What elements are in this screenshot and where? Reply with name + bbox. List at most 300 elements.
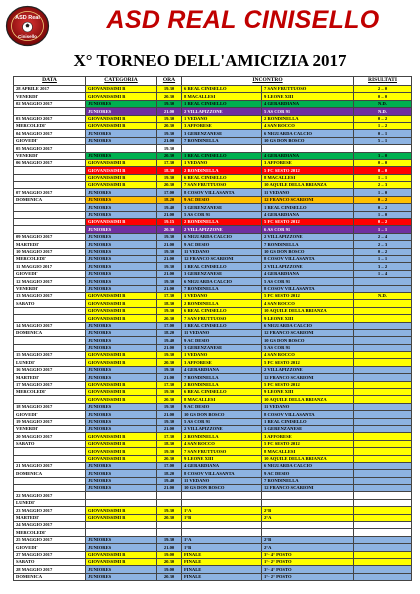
cell-home-team: 1 VEDANO	[182, 352, 262, 359]
cell-ora: 18.30	[157, 440, 182, 447]
cell-home-team: 1 REAL CINISELLO	[182, 263, 262, 270]
cell-home-team: 8 MACALLESI	[182, 93, 262, 100]
col-header-categoria: CATEGORIA	[86, 77, 157, 86]
cell-ora	[157, 522, 182, 529]
col-header-risultati: RISULTATI	[354, 77, 412, 86]
table-row	[14, 344, 412, 351]
cell-categoria	[86, 492, 157, 499]
cell-home-team: 2 RONDINELLA	[182, 219, 262, 226]
cell-date: 03 MAGGIO 2017	[14, 115, 86, 122]
cell-away-team: 8 MACALLESI	[262, 448, 354, 455]
cell-home-team	[182, 499, 262, 506]
cell-away-team: 3 AFFORESE	[262, 433, 354, 440]
cell-categoria: GIOVANISSIMI B	[86, 455, 157, 462]
cell-away-team: 5 FC SESTO 2012	[262, 292, 354, 299]
cell-home-team: 6 REAL CINISELLO	[182, 174, 262, 181]
cell-ora: 21.00	[157, 344, 182, 351]
cell-home-team: 9 AC DESIO	[182, 241, 262, 248]
cell-risultato: 1 – 1	[354, 226, 412, 233]
cell-date: 13 MAGGIO 2017	[14, 292, 86, 299]
cell-risultato	[354, 470, 412, 477]
cell-date: MERCOLEDI'	[14, 529, 86, 536]
cell-date	[14, 485, 86, 492]
cell-home-team: 4 GERARDIANA	[182, 462, 262, 469]
cell-date: 04 MAGGIO 2017	[14, 130, 86, 137]
cell-risultato	[354, 477, 412, 484]
cell-ora: 20.30	[157, 182, 182, 189]
cell-categoria: GIOVANISSIMI B	[86, 182, 157, 189]
cell-date: 08 MAGGIO 2017	[14, 219, 86, 226]
cell-categoria: JUNIORES	[86, 322, 157, 329]
cell-date: GIOVEDI'	[14, 411, 86, 418]
cell-home-team: 2 RONDINELLA	[182, 167, 262, 174]
cell-home-team: 9 AC DESIO	[182, 196, 262, 203]
cell-ora: 19.30	[157, 174, 182, 181]
table-row	[14, 418, 412, 425]
cell-ora: 17.30	[157, 292, 182, 299]
table-row	[14, 159, 412, 166]
cell-home-team	[182, 492, 262, 499]
table-row	[14, 204, 412, 211]
cell-away-team: 3°- 4° POSTO	[262, 551, 354, 558]
cell-date: 09 MAGGIO 2017	[14, 233, 86, 240]
cell-categoria: JUNIORES	[86, 204, 157, 211]
cell-risultato	[354, 145, 412, 152]
cell-ora: 19.30	[157, 448, 182, 455]
cell-ora: 20.30	[157, 152, 182, 159]
cell-away-team: 2°A	[262, 514, 354, 521]
cell-ora: 19.30	[157, 418, 182, 425]
table-row	[14, 396, 412, 403]
cell-risultato	[354, 344, 412, 351]
cell-ora: 19.30	[157, 130, 182, 137]
cell-home-team: 7 SAN FRUTTUOSO	[182, 448, 262, 455]
cell-ora: 17.30	[157, 433, 182, 440]
cell-ora: 17.00	[157, 462, 182, 469]
cell-ora	[157, 529, 182, 536]
cell-home-team: 9 AC DESIO	[182, 403, 262, 410]
cell-ora: 20.30	[157, 359, 182, 366]
cell-home-team: 6 NIGUARDA CALCIO	[182, 233, 262, 240]
cell-home-team: 2 VILLAPIZZONE	[182, 425, 262, 432]
cell-home-team: 7 RONDINELLA	[182, 374, 262, 381]
cell-risultato: 2 – 4	[354, 233, 412, 240]
table-row	[14, 507, 412, 514]
cell-away-team: 6 NIGUARDA CALCIO	[262, 322, 354, 329]
cell-ora: 19.30	[157, 366, 182, 373]
cell-risultato	[354, 499, 412, 506]
cell-date: VENERDI'	[14, 425, 86, 432]
cell-away-team: 5 AS COR 91	[262, 278, 354, 285]
table-row	[14, 196, 412, 203]
cell-categoria: JUNIORES	[86, 329, 157, 336]
cell-ora: 19.30	[157, 278, 182, 285]
cell-home-team: FINALE	[182, 551, 262, 558]
cell-ora: 21.00	[157, 270, 182, 277]
cell-ora: 20.30	[157, 226, 182, 233]
cell-date	[14, 396, 86, 403]
cell-categoria: GIOVANISSIMI B	[86, 352, 157, 359]
cell-categoria: JUNIORES	[86, 536, 157, 543]
cell-away-team: 12 FRANCO SCARIONI	[262, 485, 354, 492]
cell-risultato	[354, 329, 412, 336]
cell-ora	[157, 492, 182, 499]
cell-risultato	[354, 573, 412, 580]
club-name: ASD REAL CINISELLO	[106, 6, 380, 34]
cell-home-team: 1°A	[182, 536, 262, 543]
cell-risultato	[354, 352, 412, 359]
cell-risultato: 0 – 2	[354, 204, 412, 211]
cell-risultato	[354, 440, 412, 447]
table-row	[14, 522, 412, 529]
cell-categoria: JUNIORES	[86, 462, 157, 469]
cell-away-team	[262, 522, 354, 529]
table-row	[14, 182, 412, 189]
cell-risultato: 2 – 0	[354, 86, 412, 93]
cell-date: 20 MAGGIO 2017	[14, 433, 86, 440]
cell-away-team: 10 GS DON BOSCO	[262, 337, 354, 344]
cell-risultato	[354, 433, 412, 440]
cell-home-team: 11 VEDANO	[182, 477, 262, 484]
cell-date: 18 MAGGIO 2017	[14, 403, 86, 410]
cell-risultato	[354, 485, 412, 492]
cell-risultato	[354, 559, 412, 566]
table-row	[14, 108, 412, 115]
cell-away-team: 2 VILLAPIZZONE	[262, 366, 354, 373]
col-header-data: DATA	[14, 77, 86, 86]
cell-date: 17 MAGGIO 2017	[14, 381, 86, 388]
cell-date: GIOVEDI'	[14, 137, 86, 144]
cell-date: 23 MAGGIO 2017	[14, 507, 86, 514]
cell-date: MERCOLEDI'	[14, 389, 86, 396]
cell-ora: 20.30	[157, 122, 182, 129]
cell-away-team: 12 FRANCO SCARIONI	[262, 329, 354, 336]
cell-home-team: 9 AC DESIO	[182, 337, 262, 344]
cell-away-team: 10 AQUILE DELLA BRIANZA	[262, 455, 354, 462]
cell-date: GIOVEDI'	[14, 544, 86, 551]
cell-ora: 19.30	[157, 248, 182, 255]
cell-risultato: N.D.	[354, 292, 412, 299]
cell-risultato	[354, 366, 412, 373]
cell-ora: 19.30	[157, 233, 182, 240]
cell-ora: 20.30	[157, 455, 182, 462]
cell-date	[14, 307, 86, 314]
cell-risultato	[354, 285, 412, 292]
table-row	[14, 514, 412, 521]
cell-ora: 21.00	[157, 255, 182, 262]
cell-away-team: 4 GERARDIANA	[262, 152, 354, 159]
cell-date: 28 MAGGIO 2017	[14, 566, 86, 573]
cell-categoria	[86, 499, 157, 506]
table-row	[14, 189, 412, 196]
cell-ora: 21.00	[157, 108, 182, 115]
cell-ora: 19.30	[157, 100, 182, 107]
table-row	[14, 551, 412, 558]
cell-ora: 21.00	[157, 485, 182, 492]
cell-away-team: 2 RONDINELLA	[262, 115, 354, 122]
cell-categoria: JUNIORES	[86, 374, 157, 381]
cell-date: SABATO	[14, 559, 86, 566]
cell-away-team: 2°B	[262, 507, 354, 514]
cell-date: MARTEDI'	[14, 108, 86, 115]
cell-date: 28 APRILE 2017	[14, 86, 86, 93]
cell-home-team: 3 AFFORESE	[182, 122, 262, 129]
cell-risultato	[354, 529, 412, 536]
cell-risultato	[354, 448, 412, 455]
cell-away-team: 9 LEONE XIII	[262, 389, 354, 396]
cell-away-team: 12 FRANCO SCARIONI	[262, 196, 354, 203]
table-row	[14, 307, 412, 314]
cell-date: 19 MAGGIO 2017	[14, 418, 86, 425]
cell-categoria: GIOVANISSIMI B	[86, 359, 157, 366]
table-row	[14, 167, 412, 174]
cell-date	[14, 448, 86, 455]
cell-home-team: 10 GS DON BOSCO	[182, 485, 262, 492]
table-row	[14, 174, 412, 181]
cell-home-team: 1 REAL CINISELLO	[182, 100, 262, 107]
cell-risultato	[354, 411, 412, 418]
cell-risultato: 1 – 2	[354, 122, 412, 129]
cell-categoria: JUNIORES	[86, 255, 157, 262]
cell-date: 27 MAGGIO 2017	[14, 551, 86, 558]
cell-away-team: 7 RONDINELLA	[262, 241, 354, 248]
cell-risultato	[354, 374, 412, 381]
cell-ora: 19.30	[157, 352, 182, 359]
table-row	[14, 485, 412, 492]
cell-date	[14, 455, 86, 462]
cell-away-team: 3°- 4° POSTO	[262, 566, 354, 573]
cell-away-team: 9 LEONE XIII	[262, 93, 354, 100]
table-row	[14, 470, 412, 477]
cell-risultato	[354, 536, 412, 543]
cell-categoria: GIOVANISSIMI B	[86, 507, 157, 514]
cell-categoria: JUNIORES	[86, 226, 157, 233]
col-header-ora: ORA	[157, 77, 182, 86]
cell-ora: 19.30	[157, 536, 182, 543]
cell-categoria: JUNIORES	[86, 485, 157, 492]
cell-date: 25 MAGGIO 2017	[14, 536, 86, 543]
cell-risultato	[354, 396, 412, 403]
cell-ora: 19.30	[157, 263, 182, 270]
cell-risultato	[354, 462, 412, 469]
cell-away-team: 5 FC SESTO 2012	[262, 359, 354, 366]
cell-away-team: 4 GERARDIANA	[262, 100, 354, 107]
table-row	[14, 300, 412, 307]
cell-categoria	[86, 145, 157, 152]
table-row	[14, 389, 412, 396]
table-row	[14, 315, 412, 322]
cell-away-team: 2°A	[262, 544, 354, 551]
cell-categoria: GIOVANISSIMI B	[86, 86, 157, 93]
cell-away-team: 8 COSOV VILLASANTA	[262, 411, 354, 418]
table-row	[14, 137, 412, 144]
cell-categoria: JUNIORES	[86, 189, 157, 196]
cell-home-team: 7 RONDINELLA	[182, 137, 262, 144]
cell-categoria: JUNIORES	[86, 418, 157, 425]
cell-home-team: 2 RONDINELLA	[182, 433, 262, 440]
cell-ora: 20.30	[157, 559, 182, 566]
table-row	[14, 219, 412, 226]
cell-home-team: 1 VEDANO	[182, 115, 262, 122]
cell-home-team: 1°A	[182, 507, 262, 514]
cell-categoria	[86, 529, 157, 536]
cell-categoria: JUNIORES	[86, 130, 157, 137]
cell-away-team: 1°- 2° POSTO	[262, 573, 354, 580]
cell-away-team	[262, 499, 354, 506]
cell-date: 12 MAGGIO 2017	[14, 278, 86, 285]
cell-risultato: 1 – 0	[354, 211, 412, 218]
cell-risultato: 0 – 2	[354, 115, 412, 122]
cell-away-team: 5 AS COR 91	[262, 344, 354, 351]
cell-categoria: GIOVANISSIMI B	[86, 315, 157, 322]
cell-categoria: GIOVANISSIMI B	[86, 174, 157, 181]
cell-home-team: 1 REAL CINISELLO	[182, 322, 262, 329]
cell-ora: 17.00	[157, 322, 182, 329]
cell-date: DOMENICA	[14, 329, 86, 336]
cell-date: 21 MAGGIO 2017	[14, 462, 86, 469]
cell-risultato	[354, 551, 412, 558]
cell-home-team: 6 NIGUARDA CALCIO	[182, 278, 262, 285]
schedule-rows	[14, 86, 412, 581]
cell-away-team	[262, 145, 354, 152]
table-row	[14, 566, 412, 573]
cell-date: 07 MAGGIO 2017	[14, 189, 86, 196]
cell-home-team: 12 FRANCO SCARIONI	[182, 255, 262, 262]
cell-date: LUNEDI'	[14, 359, 86, 366]
table-row	[14, 433, 412, 440]
cell-away-team: 1 REAL CINISELLO	[262, 204, 354, 211]
cell-home-team: 3 AFFORESE	[182, 359, 262, 366]
cell-date: DOMENICA	[14, 196, 86, 203]
cell-home-team: 1°B	[182, 514, 262, 521]
cell-home-team: 11 VEDANO	[182, 248, 262, 255]
cell-home-team	[182, 145, 262, 152]
cell-ora: 20.30	[157, 514, 182, 521]
cell-ora: 20.30	[157, 93, 182, 100]
cell-categoria: GIOVANISSIMI B	[86, 381, 157, 388]
cell-risultato: 0 – 2	[354, 219, 412, 226]
cell-date: SABATO	[14, 440, 86, 447]
cell-date	[14, 315, 86, 322]
cell-risultato	[354, 359, 412, 366]
cell-risultato: 1 – 4	[354, 270, 412, 277]
cell-home-team: 3 GERENZANESE	[182, 270, 262, 277]
cell-ora: 21.00	[157, 411, 182, 418]
cell-ora: 19.40	[157, 337, 182, 344]
tournament-title: X° TORNEO DELL'AMICIZIA 2017	[73, 51, 347, 70]
cell-categoria: GIOVANISSIMI B	[86, 159, 157, 166]
cell-ora: 19.00	[157, 551, 182, 558]
cell-ora: 18.30	[157, 300, 182, 307]
table-row	[14, 425, 412, 432]
cell-away-team: 5 FC SESTO 2012	[262, 219, 354, 226]
logo-text-bottom: Cinisello	[18, 34, 37, 39]
cell-risultato	[354, 381, 412, 388]
table-row	[14, 292, 412, 299]
cell-away-team: 9 AC DESIO	[262, 470, 354, 477]
cell-ora: 20.30	[157, 315, 182, 322]
cell-ora: 17.30	[157, 159, 182, 166]
cell-home-team: 5 AS COR 91	[182, 418, 262, 425]
cell-ora: 21.00	[157, 211, 182, 218]
cell-categoria: GIOVANISSIMI B	[86, 292, 157, 299]
cell-date: LUNEDI'	[14, 226, 86, 233]
cell-home-team: 7 RONDINELLA	[182, 285, 262, 292]
cell-away-team: 11 VEDANO	[262, 189, 354, 196]
table-row	[14, 226, 412, 233]
table-row	[14, 130, 412, 137]
cell-categoria: JUNIORES	[86, 544, 157, 551]
cell-categoria: JUNIORES	[86, 403, 157, 410]
table-row	[14, 559, 412, 566]
cell-date	[14, 337, 86, 344]
cell-categoria: JUNIORES	[86, 241, 157, 248]
cell-categoria: GIOVANISSIMI B	[86, 219, 157, 226]
table-row	[14, 211, 412, 218]
cell-categoria: GIOVANISSIMI B	[86, 122, 157, 129]
cell-categoria: GIOVANISSIMI B	[86, 551, 157, 558]
table-row	[14, 100, 412, 107]
cell-away-team: 1 REAL CINISELLO	[262, 418, 354, 425]
table-row	[14, 529, 412, 536]
cell-away-team: 6 AS COR 91	[262, 226, 354, 233]
cell-ora: 19.15	[157, 219, 182, 226]
table-row	[14, 285, 412, 292]
table-row	[14, 322, 412, 329]
cell-risultato	[354, 337, 412, 344]
table-row	[14, 241, 412, 248]
cell-risultato	[354, 425, 412, 432]
cell-ora: 21.00	[157, 241, 182, 248]
cell-home-team: 10 GS DON BOSCO	[182, 411, 262, 418]
cell-away-team: 4 GERARDIANA	[262, 211, 354, 218]
cell-home-team: 9 LEONE XIII	[182, 455, 262, 462]
cell-date	[14, 211, 86, 218]
cell-date	[14, 182, 86, 189]
cell-home-team: 1 VEDANO	[182, 292, 262, 299]
cell-categoria: JUNIORES	[86, 566, 157, 573]
cell-home-team: 2 RONDINELLA	[182, 381, 262, 388]
cell-date: 05 MAGGIO 2017	[14, 145, 86, 152]
cell-categoria: GIOVANISSIMI B	[86, 440, 157, 447]
cell-risultato	[354, 300, 412, 307]
cell-categoria: JUNIORES	[86, 270, 157, 277]
cell-home-team: 3 GERENZANESE	[182, 344, 262, 351]
cell-away-team: 5 FC SESTO 2012	[262, 381, 354, 388]
cell-away-team: 5 AS COR 91	[262, 108, 354, 115]
cell-date: MERCOLEDI'	[14, 255, 86, 262]
cell-date: 24 MAGGIO 2017	[14, 522, 86, 529]
cell-risultato: 0 – 1	[354, 130, 412, 137]
table-row	[14, 499, 412, 506]
table-row	[14, 411, 412, 418]
cell-away-team: 11 VEDANO	[262, 403, 354, 410]
table-row	[14, 329, 412, 336]
table-row	[14, 86, 412, 93]
cell-away-team: 7 RONDINELLA	[262, 477, 354, 484]
cell-risultato	[354, 492, 412, 499]
table-row	[14, 573, 412, 580]
cell-home-team: 1 REAL CINISELLO	[182, 152, 262, 159]
cell-categoria: JUNIORES	[86, 344, 157, 351]
cell-away-team: 3 AFFORESE	[262, 159, 354, 166]
cell-away-team: 4 GERARDIANA	[262, 270, 354, 277]
cell-categoria: GIOVANISSIMI B	[86, 514, 157, 521]
schedule-table	[13, 76, 412, 581]
cell-ora: 20.30	[157, 573, 182, 580]
cell-ora: 18.30	[157, 167, 182, 174]
cell-categoria: JUNIORES	[86, 248, 157, 255]
